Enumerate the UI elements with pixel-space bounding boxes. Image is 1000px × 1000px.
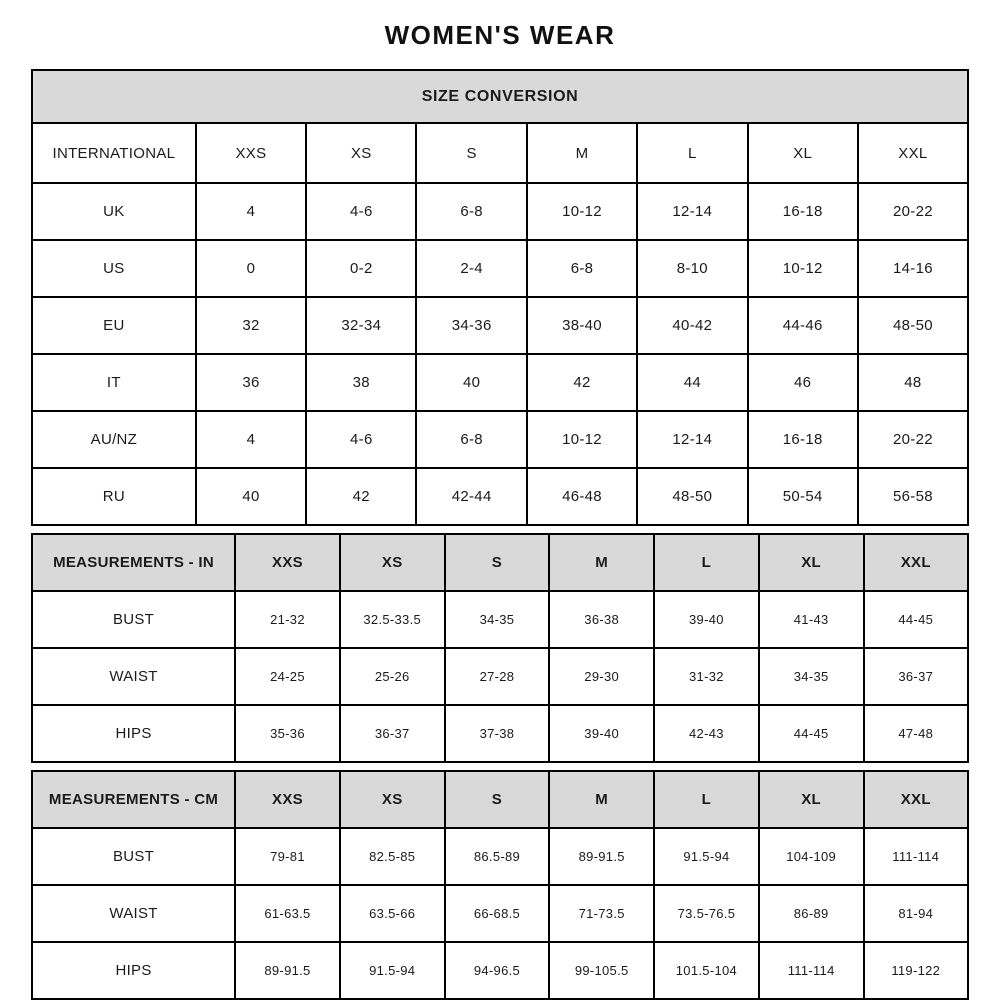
value-cell: 37-38 xyxy=(445,705,550,762)
column-header-row xyxy=(32,534,968,591)
size-column-header: XXS xyxy=(235,771,340,828)
value-cell: 42-44 xyxy=(416,468,526,525)
value-cell: 10-12 xyxy=(527,183,637,240)
table-row xyxy=(32,354,968,411)
table-row xyxy=(32,705,968,762)
value-cell: 36-38 xyxy=(549,591,654,648)
size-column-header: L xyxy=(637,123,747,183)
value-cell: 34-35 xyxy=(759,648,864,705)
value-cell: 61-63.5 xyxy=(235,885,340,942)
row-label-column-header: INTERNATIONAL xyxy=(32,123,196,183)
value-cell: 91.5-94 xyxy=(340,942,445,999)
table-row xyxy=(32,648,968,705)
value-cell: 16-18 xyxy=(748,183,858,240)
value-cell: 41-43 xyxy=(759,591,864,648)
measurements-cm-table xyxy=(31,770,969,1000)
value-cell: 4 xyxy=(196,183,306,240)
row-label: BUST xyxy=(32,591,235,648)
row-label: WAIST xyxy=(32,885,235,942)
value-cell: 40 xyxy=(416,354,526,411)
value-cell: 36 xyxy=(196,354,306,411)
value-cell: 34-36 xyxy=(416,297,526,354)
value-cell: 56-58 xyxy=(858,468,968,525)
value-cell: 111-114 xyxy=(759,942,864,999)
value-cell: 27-28 xyxy=(445,648,550,705)
size-column-header: XXL xyxy=(864,771,968,828)
value-cell: 82.5-85 xyxy=(340,828,445,885)
value-cell: 73.5-76.5 xyxy=(654,885,759,942)
value-cell: 86.5-89 xyxy=(445,828,550,885)
column-header-row xyxy=(32,771,968,828)
value-cell: 0 xyxy=(196,240,306,297)
row-label: WAIST xyxy=(32,648,235,705)
value-cell: 29-30 xyxy=(549,648,654,705)
measurements-in-table xyxy=(31,533,969,763)
value-cell: 12-14 xyxy=(637,183,747,240)
size-column-header: XL xyxy=(748,123,858,183)
value-cell: 111-114 xyxy=(864,828,968,885)
value-cell: 16-18 xyxy=(748,411,858,468)
row-label: HIPS xyxy=(32,942,235,999)
row-label: BUST xyxy=(32,828,235,885)
value-cell: 24-25 xyxy=(235,648,340,705)
value-cell: 21-32 xyxy=(235,591,340,648)
value-cell: 6-8 xyxy=(416,411,526,468)
value-cell: 94-96.5 xyxy=(445,942,550,999)
value-cell: 104-109 xyxy=(759,828,864,885)
page-title: WOMEN'S WEAR xyxy=(384,20,616,50)
size-column-header: XL xyxy=(759,534,864,591)
value-cell: 89-91.5 xyxy=(549,828,654,885)
size-column-header: M xyxy=(549,771,654,828)
size-column-header: XXS xyxy=(196,123,306,183)
value-cell: 50-54 xyxy=(748,468,858,525)
row-label-column-header: MEASUREMENTS - CM xyxy=(32,771,235,828)
value-cell: 42 xyxy=(527,354,637,411)
size-column-header: S xyxy=(445,771,550,828)
value-cell: 48-50 xyxy=(858,297,968,354)
size-column-header: XXL xyxy=(864,534,968,591)
table-row xyxy=(32,828,968,885)
value-cell: 89-91.5 xyxy=(235,942,340,999)
value-cell: 91.5-94 xyxy=(654,828,759,885)
size-column-header: L xyxy=(654,771,759,828)
value-cell: 46 xyxy=(748,354,858,411)
value-cell: 42-43 xyxy=(654,705,759,762)
table-row xyxy=(32,885,968,942)
column-header-row xyxy=(32,123,968,183)
value-cell: 48-50 xyxy=(637,468,747,525)
row-label: IT xyxy=(32,354,196,411)
value-cell: 0-2 xyxy=(306,240,416,297)
value-cell: 32.5-33.5 xyxy=(340,591,445,648)
value-cell: 63.5-66 xyxy=(340,885,445,942)
size-conversion-table xyxy=(31,69,969,526)
table-row xyxy=(32,411,968,468)
value-cell: 25-26 xyxy=(340,648,445,705)
value-cell: 119-122 xyxy=(864,942,968,999)
row-label: HIPS xyxy=(32,705,235,762)
value-cell: 32-34 xyxy=(306,297,416,354)
value-cell: 101.5-104 xyxy=(654,942,759,999)
row-label: UK xyxy=(32,183,196,240)
value-cell: 36-37 xyxy=(864,648,968,705)
size-column-header: S xyxy=(445,534,550,591)
value-cell: 14-16 xyxy=(858,240,968,297)
value-cell: 44-45 xyxy=(864,591,968,648)
table-row xyxy=(32,468,968,525)
row-label-column-header: MEASUREMENTS - IN xyxy=(32,534,235,591)
value-cell: 12-14 xyxy=(637,411,747,468)
value-cell: 10-12 xyxy=(748,240,858,297)
row-label: EU xyxy=(32,297,196,354)
table-row xyxy=(32,591,968,648)
size-column-header: XXL xyxy=(858,123,968,183)
table-row xyxy=(32,297,968,354)
table-row xyxy=(32,240,968,297)
value-cell: 31-32 xyxy=(654,648,759,705)
value-cell: 40 xyxy=(196,468,306,525)
row-label: AU/NZ xyxy=(32,411,196,468)
size-column-header: XS xyxy=(340,771,445,828)
value-cell: 6-8 xyxy=(416,183,526,240)
value-cell: 36-37 xyxy=(340,705,445,762)
value-cell: 44 xyxy=(637,354,747,411)
size-column-header: XL xyxy=(759,771,864,828)
value-cell: 71-73.5 xyxy=(549,885,654,942)
value-cell: 79-81 xyxy=(235,828,340,885)
value-cell: 32 xyxy=(196,297,306,354)
size-column-header: S xyxy=(416,123,526,183)
value-cell: 38-40 xyxy=(527,297,637,354)
value-cell: 40-42 xyxy=(637,297,747,354)
value-cell: 44-45 xyxy=(759,705,864,762)
size-conversion-banner: SIZE CONVERSION xyxy=(32,70,968,123)
value-cell: 81-94 xyxy=(864,885,968,942)
value-cell: 10-12 xyxy=(527,411,637,468)
value-cell: 46-48 xyxy=(527,468,637,525)
value-cell: 66-68.5 xyxy=(445,885,550,942)
value-cell: 47-48 xyxy=(864,705,968,762)
size-column-header: XS xyxy=(340,534,445,591)
value-cell: 2-4 xyxy=(416,240,526,297)
value-cell: 86-89 xyxy=(759,885,864,942)
size-column-header: M xyxy=(549,534,654,591)
value-cell: 39-40 xyxy=(654,591,759,648)
row-label: US xyxy=(32,240,196,297)
value-cell: 6-8 xyxy=(527,240,637,297)
value-cell: 34-35 xyxy=(445,591,550,648)
value-cell: 4-6 xyxy=(306,411,416,468)
size-conversion-banner-row xyxy=(32,70,968,123)
value-cell: 4-6 xyxy=(306,183,416,240)
value-cell: 48 xyxy=(858,354,968,411)
value-cell: 20-22 xyxy=(858,411,968,468)
value-cell: 39-40 xyxy=(549,705,654,762)
table-row xyxy=(32,183,968,240)
size-column-header: XS xyxy=(306,123,416,183)
size-column-header: L xyxy=(654,534,759,591)
table-row xyxy=(32,942,968,999)
size-column-header: XXS xyxy=(235,534,340,591)
value-cell: 20-22 xyxy=(858,183,968,240)
value-cell: 44-46 xyxy=(748,297,858,354)
value-cell: 42 xyxy=(306,468,416,525)
value-cell: 8-10 xyxy=(637,240,747,297)
value-cell: 4 xyxy=(196,411,306,468)
row-label: RU xyxy=(32,468,196,525)
size-column-header: M xyxy=(527,123,637,183)
value-cell: 38 xyxy=(306,354,416,411)
value-cell: 35-36 xyxy=(235,705,340,762)
value-cell: 99-105.5 xyxy=(549,942,654,999)
